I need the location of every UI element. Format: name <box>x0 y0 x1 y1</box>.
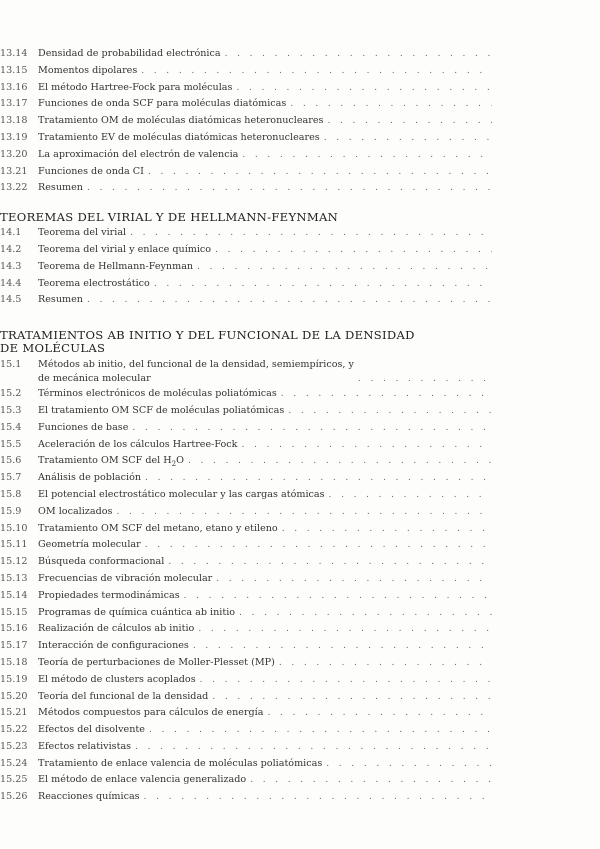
entry-title: El método de enlace valencia generalizado <box>38 774 247 786</box>
dot-leader <box>130 228 492 238</box>
dot-leader <box>212 692 492 702</box>
entry-number: 15.2 <box>0 388 22 400</box>
toc-entry-14-5 <box>0 294 492 311</box>
dot-leader <box>132 423 492 433</box>
entry-number: 13.15 <box>0 64 28 76</box>
dot-leader <box>145 540 492 550</box>
dot-leader <box>216 574 492 584</box>
chapter-15-section <box>0 328 492 808</box>
entry-number: 15.14 <box>0 589 28 601</box>
entry-number: 15.17 <box>0 640 28 652</box>
dot-leader <box>242 440 493 450</box>
entry-title: Reacciones químicas <box>38 791 140 803</box>
entry-title: El potencial electrostático molecular y las cargas atómicas <box>38 488 325 500</box>
entry-number: 13.18 <box>0 115 28 127</box>
toc-entry-14-4 <box>0 278 492 295</box>
entry-title: Tratamiento EV de moléculas diatómicas heteronucleares <box>38 131 320 143</box>
dot-leader <box>250 775 492 785</box>
entry-number: 15.18 <box>0 656 28 668</box>
dot-leader <box>148 167 492 177</box>
toc-entry-13-21 <box>0 166 492 183</box>
entry-number: 13.22 <box>0 182 28 194</box>
dot-leader <box>184 591 492 601</box>
entry-title: Programas de química cuántica ab initio <box>38 606 236 618</box>
dot-leader <box>267 708 492 718</box>
dot-leader <box>87 295 492 305</box>
toc-entry-15-21 <box>0 707 492 724</box>
entry-number: 13.19 <box>0 131 28 143</box>
toc-entry-15-10 <box>0 523 492 540</box>
entry-number: 15.4 <box>0 421 22 433</box>
dot-leader <box>239 608 492 618</box>
chapter-title-line-2: DE MOLÉCULAS <box>0 341 106 356</box>
dot-leader <box>290 99 492 109</box>
dot-leader <box>168 557 492 567</box>
toc-entry-14-2 <box>0 244 492 261</box>
dot-leader <box>149 725 492 735</box>
toc-entry-15-19 <box>0 674 492 691</box>
toc-entry-15-4 <box>0 422 492 439</box>
entry-title: Análisis de población <box>38 472 142 484</box>
entry-number: 14.2 <box>0 243 22 255</box>
entry-title: Frecuencias de vibración molecular <box>38 572 213 584</box>
toc-entry-15-23 <box>0 741 492 758</box>
entry-number: 15.1 <box>0 359 22 371</box>
dot-leader <box>188 456 492 466</box>
entry-title: Efectos del disolvente <box>38 724 145 736</box>
dot-leader <box>329 490 492 500</box>
entry-number: 15.7 <box>0 472 22 484</box>
entry-title: Geometría molecular <box>38 539 141 551</box>
dot-leader <box>282 524 492 534</box>
entry-title: Teoría del funcional de la densidad <box>38 690 209 702</box>
entry-title: Teorema de Hellmann-Feynman <box>38 260 194 272</box>
toc-entry-13-14 <box>0 48 492 65</box>
entry-number: 15.26 <box>0 791 28 803</box>
entry-title: El tratamiento OM SCF de moléculas poliatómicas <box>38 404 285 416</box>
entry-number: 15.20 <box>0 690 28 702</box>
entry-number: 15.10 <box>0 522 28 534</box>
table-of-contents <box>0 48 492 808</box>
chapter-title <box>0 329 415 355</box>
entry-number: 14.3 <box>0 260 22 272</box>
entry-number: 15.21 <box>0 707 28 719</box>
entry-title <box>38 455 184 468</box>
chapter-heading-15 <box>0 328 492 355</box>
entry-number: 14.5 <box>0 294 22 306</box>
entry-number: 13.14 <box>0 48 28 59</box>
toc-entry-15-9 <box>0 506 492 523</box>
entry-number: 15.24 <box>0 757 28 769</box>
entry-number: 15.25 <box>0 774 28 786</box>
entry-title: Realización de cálculos ab initio <box>38 623 195 635</box>
entry-number: 15.19 <box>0 673 28 685</box>
entry-title: Resumen <box>38 294 83 306</box>
entry-number: 15.23 <box>0 740 28 752</box>
toc-entry-15-6 <box>0 455 492 472</box>
entry-title: Funciones de base <box>38 421 129 433</box>
dot-leader <box>200 675 492 685</box>
dot-leader <box>324 133 492 143</box>
dot-leader <box>358 372 492 386</box>
toc-entry-15-11 <box>0 539 492 556</box>
toc-entry-15-7 <box>0 472 492 489</box>
entry-title: Densidad de probabilidad electrónica <box>38 48 221 59</box>
entry-number: 13.21 <box>0 165 28 177</box>
chapter-title: TEOREMAS DEL VIRIAL Y DE HELLMANN-FEYNMAN <box>0 210 339 225</box>
entry-title: Tratamiento OM de moléculas diatómicas heteronucleares <box>38 115 324 127</box>
entry-title: Teorema del virial y enlace químico <box>38 243 212 255</box>
entry-number: 15.12 <box>0 556 28 568</box>
entry-title: Teorema electrostático <box>38 277 150 289</box>
toc-entry-15-8 <box>0 489 492 506</box>
entry-title: Términos electrónicos de moléculas poliatómicas <box>38 388 277 400</box>
entry-number: 15.11 <box>0 539 28 551</box>
toc-entry-15-18 <box>0 657 492 674</box>
entry-number: 13.16 <box>0 81 28 93</box>
entry-title-suffix: O <box>176 455 184 467</box>
toc-entry-15-2 <box>0 388 492 405</box>
toc-entry-13-19 <box>0 132 492 149</box>
entry-number: 13.17 <box>0 98 28 110</box>
dot-leader <box>193 641 492 651</box>
entry-number: 15.16 <box>0 623 28 635</box>
dot-leader <box>215 245 492 255</box>
entry-title: Teorema del virial <box>38 227 127 239</box>
entry-title: Funciones de onda CI <box>38 165 144 177</box>
chapter-heading-14 <box>0 210 492 224</box>
entry-number: 13.20 <box>0 148 28 160</box>
entry-title: Teoría de perturbaciones de Moller-Plesset (MP) <box>38 656 275 668</box>
entry-title: Efectos relativistas <box>38 740 132 752</box>
entry-number: 15.15 <box>0 606 28 618</box>
dot-leader <box>87 183 492 193</box>
entry-title: La aproximación del electrón de valencia <box>38 148 239 160</box>
toc-entry-15-15 <box>0 607 492 624</box>
entry-number: 15.3 <box>0 404 22 416</box>
toc-entry-15-14 <box>0 590 492 607</box>
toc-entry-15-16 <box>0 623 492 640</box>
toc-entry-15-5 <box>0 439 492 456</box>
entry-title <box>38 358 354 386</box>
toc-entry-15-3 <box>0 405 492 422</box>
dot-leader <box>327 116 492 126</box>
toc-entry-15-26 <box>0 791 492 808</box>
toc-entry-14-1 <box>0 227 492 244</box>
dot-leader <box>197 262 492 272</box>
toc-entry-15-13 <box>0 573 492 590</box>
entry-number: 15.13 <box>0 572 28 584</box>
entry-title: Aceleración de los cálculos Hartree-Fock <box>38 438 238 450</box>
dot-leader <box>198 624 492 634</box>
entry-title: Tratamiento de enlace valencia de moléculas poliatómicas <box>38 757 323 769</box>
toc-entry-15-12 <box>0 556 492 573</box>
dot-leader <box>154 279 492 289</box>
toc-entry-13-15 <box>0 65 492 82</box>
dot-leader <box>144 792 492 802</box>
chapter-13-section <box>0 48 492 199</box>
entry-title-text: Tratamiento OM SCF del H <box>38 455 172 467</box>
entry-number: 14.4 <box>0 277 22 289</box>
entry-title: El método de clusters acoplados <box>38 673 196 685</box>
toc-entry-13-22 <box>0 182 492 199</box>
dot-leader <box>281 389 492 399</box>
entry-title-line-1: Métodos ab initio, del funcional de la densidad, semiempíricos, y <box>38 359 354 371</box>
toc-entry-15-24 <box>0 758 492 775</box>
toc-entry-13-18 <box>0 115 492 132</box>
dot-leader <box>225 49 492 59</box>
entry-title: Propiedades termodinámicas <box>38 589 180 601</box>
entry-title: Momentos dipolares <box>38 64 138 76</box>
dot-leader <box>279 658 492 668</box>
toc-entry-15-17 <box>0 640 492 657</box>
chapter-14-section <box>0 210 492 311</box>
toc-entry-15-25 <box>0 774 492 791</box>
dot-leader <box>145 473 492 483</box>
toc-entry-15-1 <box>0 358 492 388</box>
entry-title: Interacción de configuraciones <box>38 640 189 652</box>
entry-number: 15.9 <box>0 505 22 517</box>
subscript: 2 <box>171 460 177 469</box>
entry-title: Búsqueda conformacional <box>38 556 165 568</box>
dot-leader <box>236 83 492 93</box>
toc-entry-15-22 <box>0 724 492 741</box>
toc-entry-13-20 <box>0 149 492 166</box>
toc-entry-13-17 <box>0 98 492 115</box>
toc-entry-13-16 <box>0 82 492 99</box>
entry-number: 14.1 <box>0 227 22 239</box>
entry-title: Métodos compuestos para cálculos de energía <box>38 707 264 719</box>
toc-entry-14-3 <box>0 261 492 278</box>
dot-leader <box>326 759 492 769</box>
entry-title-line-2: de mecánica molecular <box>38 373 151 385</box>
entry-number: 15.22 <box>0 724 28 736</box>
toc-entry-15-20 <box>0 691 492 708</box>
entry-title: Funciones de onda SCF para moléculas diatómicas <box>38 98 287 110</box>
dot-leader <box>288 406 492 416</box>
entry-number: 15.6 <box>0 455 22 467</box>
entry-number: 15.5 <box>0 438 22 450</box>
dot-leader <box>141 66 492 76</box>
dot-leader <box>242 150 492 160</box>
dot-leader <box>135 742 492 752</box>
entry-title: Resumen <box>38 182 83 194</box>
entry-title: OM localizados <box>38 505 113 517</box>
entry-title: Tratamiento OM SCF del metano, etano y etileno <box>38 522 278 534</box>
dot-leader <box>116 507 492 517</box>
entry-title: El método Hartree-Fock para moléculas <box>38 81 233 93</box>
chapter-title-line-1: TRATAMIENTOS AB INITIO Y DEL FUNCIONAL DE LA DENSIDAD <box>0 328 415 343</box>
entry-number: 15.8 <box>0 488 22 500</box>
